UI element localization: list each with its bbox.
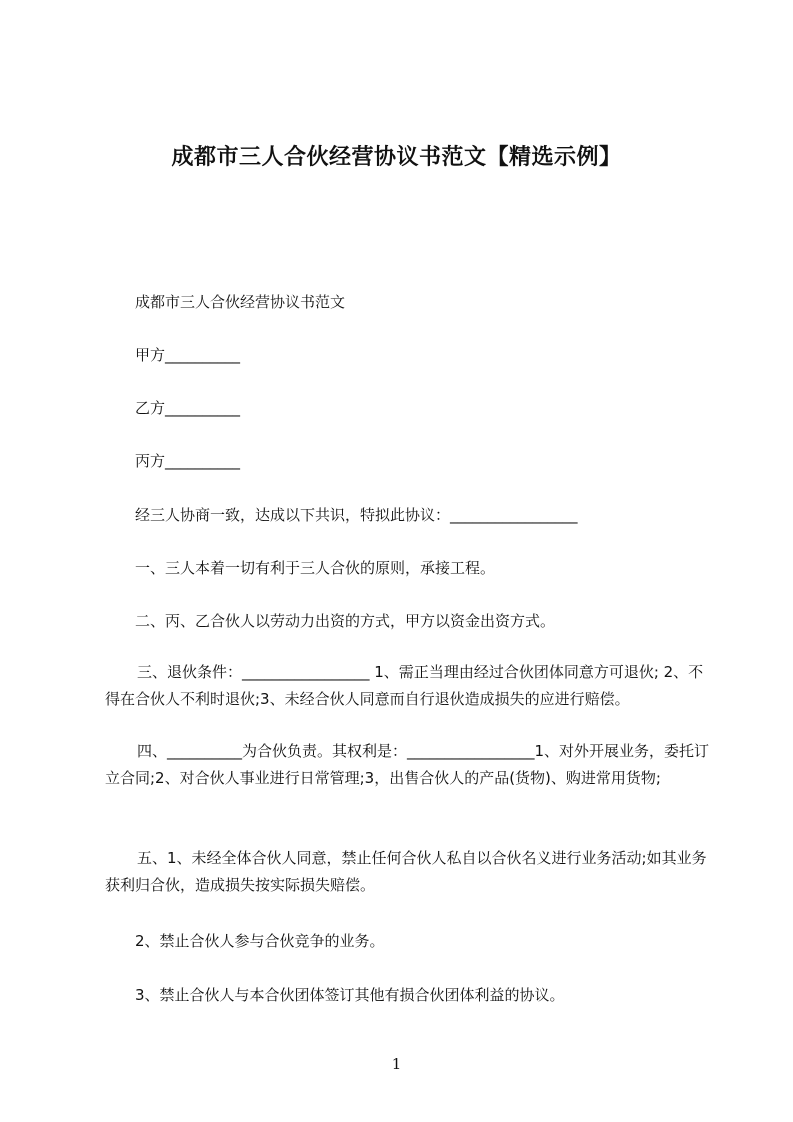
party-b-line: 乙方__________ <box>135 399 241 417</box>
clause-4: 四、__________为合伙负责。其权利是：_________________1、对外开展业务，委托订立合同;2、对合伙人事业进行日常管理;3，出售合伙人的产品(货物)、购进常用货物; <box>105 742 710 787</box>
page-number: 1 <box>391 1055 402 1073</box>
document-title: 成都市三人合伙经营协议书范文【精选示例】 <box>171 145 622 170</box>
clause-5-item-2: 2、禁止合伙人参与合伙竞争的业务。 <box>135 932 385 950</box>
subtitle: 成都市三人合伙经营协议书范文 <box>135 293 346 311</box>
party-c-line: 丙方__________ <box>135 452 241 470</box>
clause-5: 五、1、未经全体合伙人同意，禁止任何合伙人私自以合伙名义进行业务活动;如其业务获利归合伙，造成损失按实际损失赔偿。 <box>105 849 707 894</box>
preamble: 经三人协商一致，达成以下共识，特拟此协议：_________________ <box>135 506 578 524</box>
clause-1: 一、三人本着一切有利于三人合伙的原则，承接工程。 <box>135 559 496 577</box>
clause-2: 二、丙、乙合伙人以劳动力出资的方式，甲方以资金出资方式。 <box>135 612 556 630</box>
party-a-line: 甲方__________ <box>135 346 241 364</box>
clause-3: 三、退伙条件：_________________ 1、需正当理由经过合伙团体同意方可退伙; 2、不得在合伙人不利时退伙;3、未经合伙人同意而自行退伙造成损失的应进行赔偿。 <box>105 663 704 708</box>
clause-5-item-3: 3、禁止合伙人与本合伙团体签订其他有损合伙团体利益的协议。 <box>135 986 565 1004</box>
